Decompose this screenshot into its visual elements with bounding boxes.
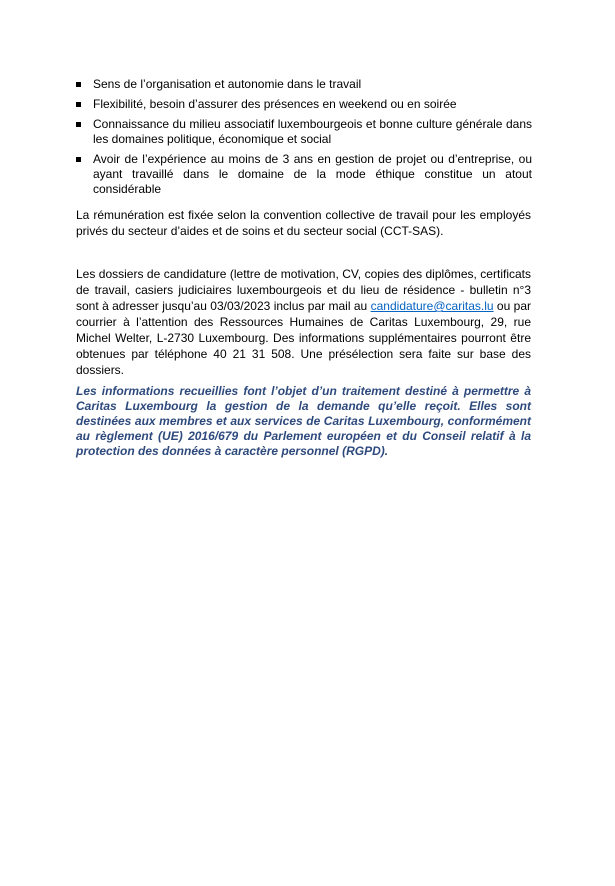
square-bullet-icon [76,102,81,107]
requirement-text: Avoir de l’expérience au moins de 3 ans en gestion de projet ou d’entreprise, ou ayant travaillé dans le domaine de la mode éthique constitue un atout considérable [93,152,532,196]
square-bullet-icon [76,157,81,162]
requirement-text: Sens de l’organisation et autonomie dans le travail [93,77,362,91]
application-text-before: Les dossiers de candidature (lettre de motivation, CV, copies des diplômes, certificats de travail, casiers judiciaires luxembourgeois et du lieu de résidence - bulletin n°3 sont à adresser jusqu’au 03/03/2023 inclus par mail au [76,267,531,313]
application-paragraph [76,266,531,378]
rgpd-notice: Les informations recueillies font l’objet d’un traitement destiné à permettre à Caritas Luxembourg la gestion de la demande qu’elle reçoit. Elles sont destinées aux membres et aux services de Caritas Luxembourg, conformément au règlement (UE) 2016/679 du Parlement européen et du Conseil relatif à la protection des données à caractère personnel (RGPD). [76,384,531,458]
salary-paragraph: La rémunération est fixée selon la convention collective de travail pour les employés privés du secteur d’aides et de soins et du secteur social (CCT-SAS). [76,208,531,238]
requirements-list [76,77,532,202]
email-link[interactable]: candidature@caritas.lu [370,299,494,313]
requirement-text: Flexibilité, besoin d’assurer des présences en weekend ou en soirée [93,97,457,111]
requirement-text: Connaissance du milieu associatif luxembourgeois et bonne culture générale dans les domaines politique, économique et social [93,117,532,146]
list-item [76,97,532,112]
list-item [76,152,532,197]
list-item [76,77,532,92]
application-text-after: ou par courrier à l’attention des Ressources Humaines de Caritas Luxembourg, 29, rue Michel Welter, L-2730 Luxembourg. Des informations supplémentaires pourront être obtenues par téléphone 40 21 31 508. Une présélection sera faite sur base des dossiers. [76,299,532,377]
list-item [76,117,532,147]
square-bullet-icon [76,122,81,127]
square-bullet-icon [76,82,81,87]
